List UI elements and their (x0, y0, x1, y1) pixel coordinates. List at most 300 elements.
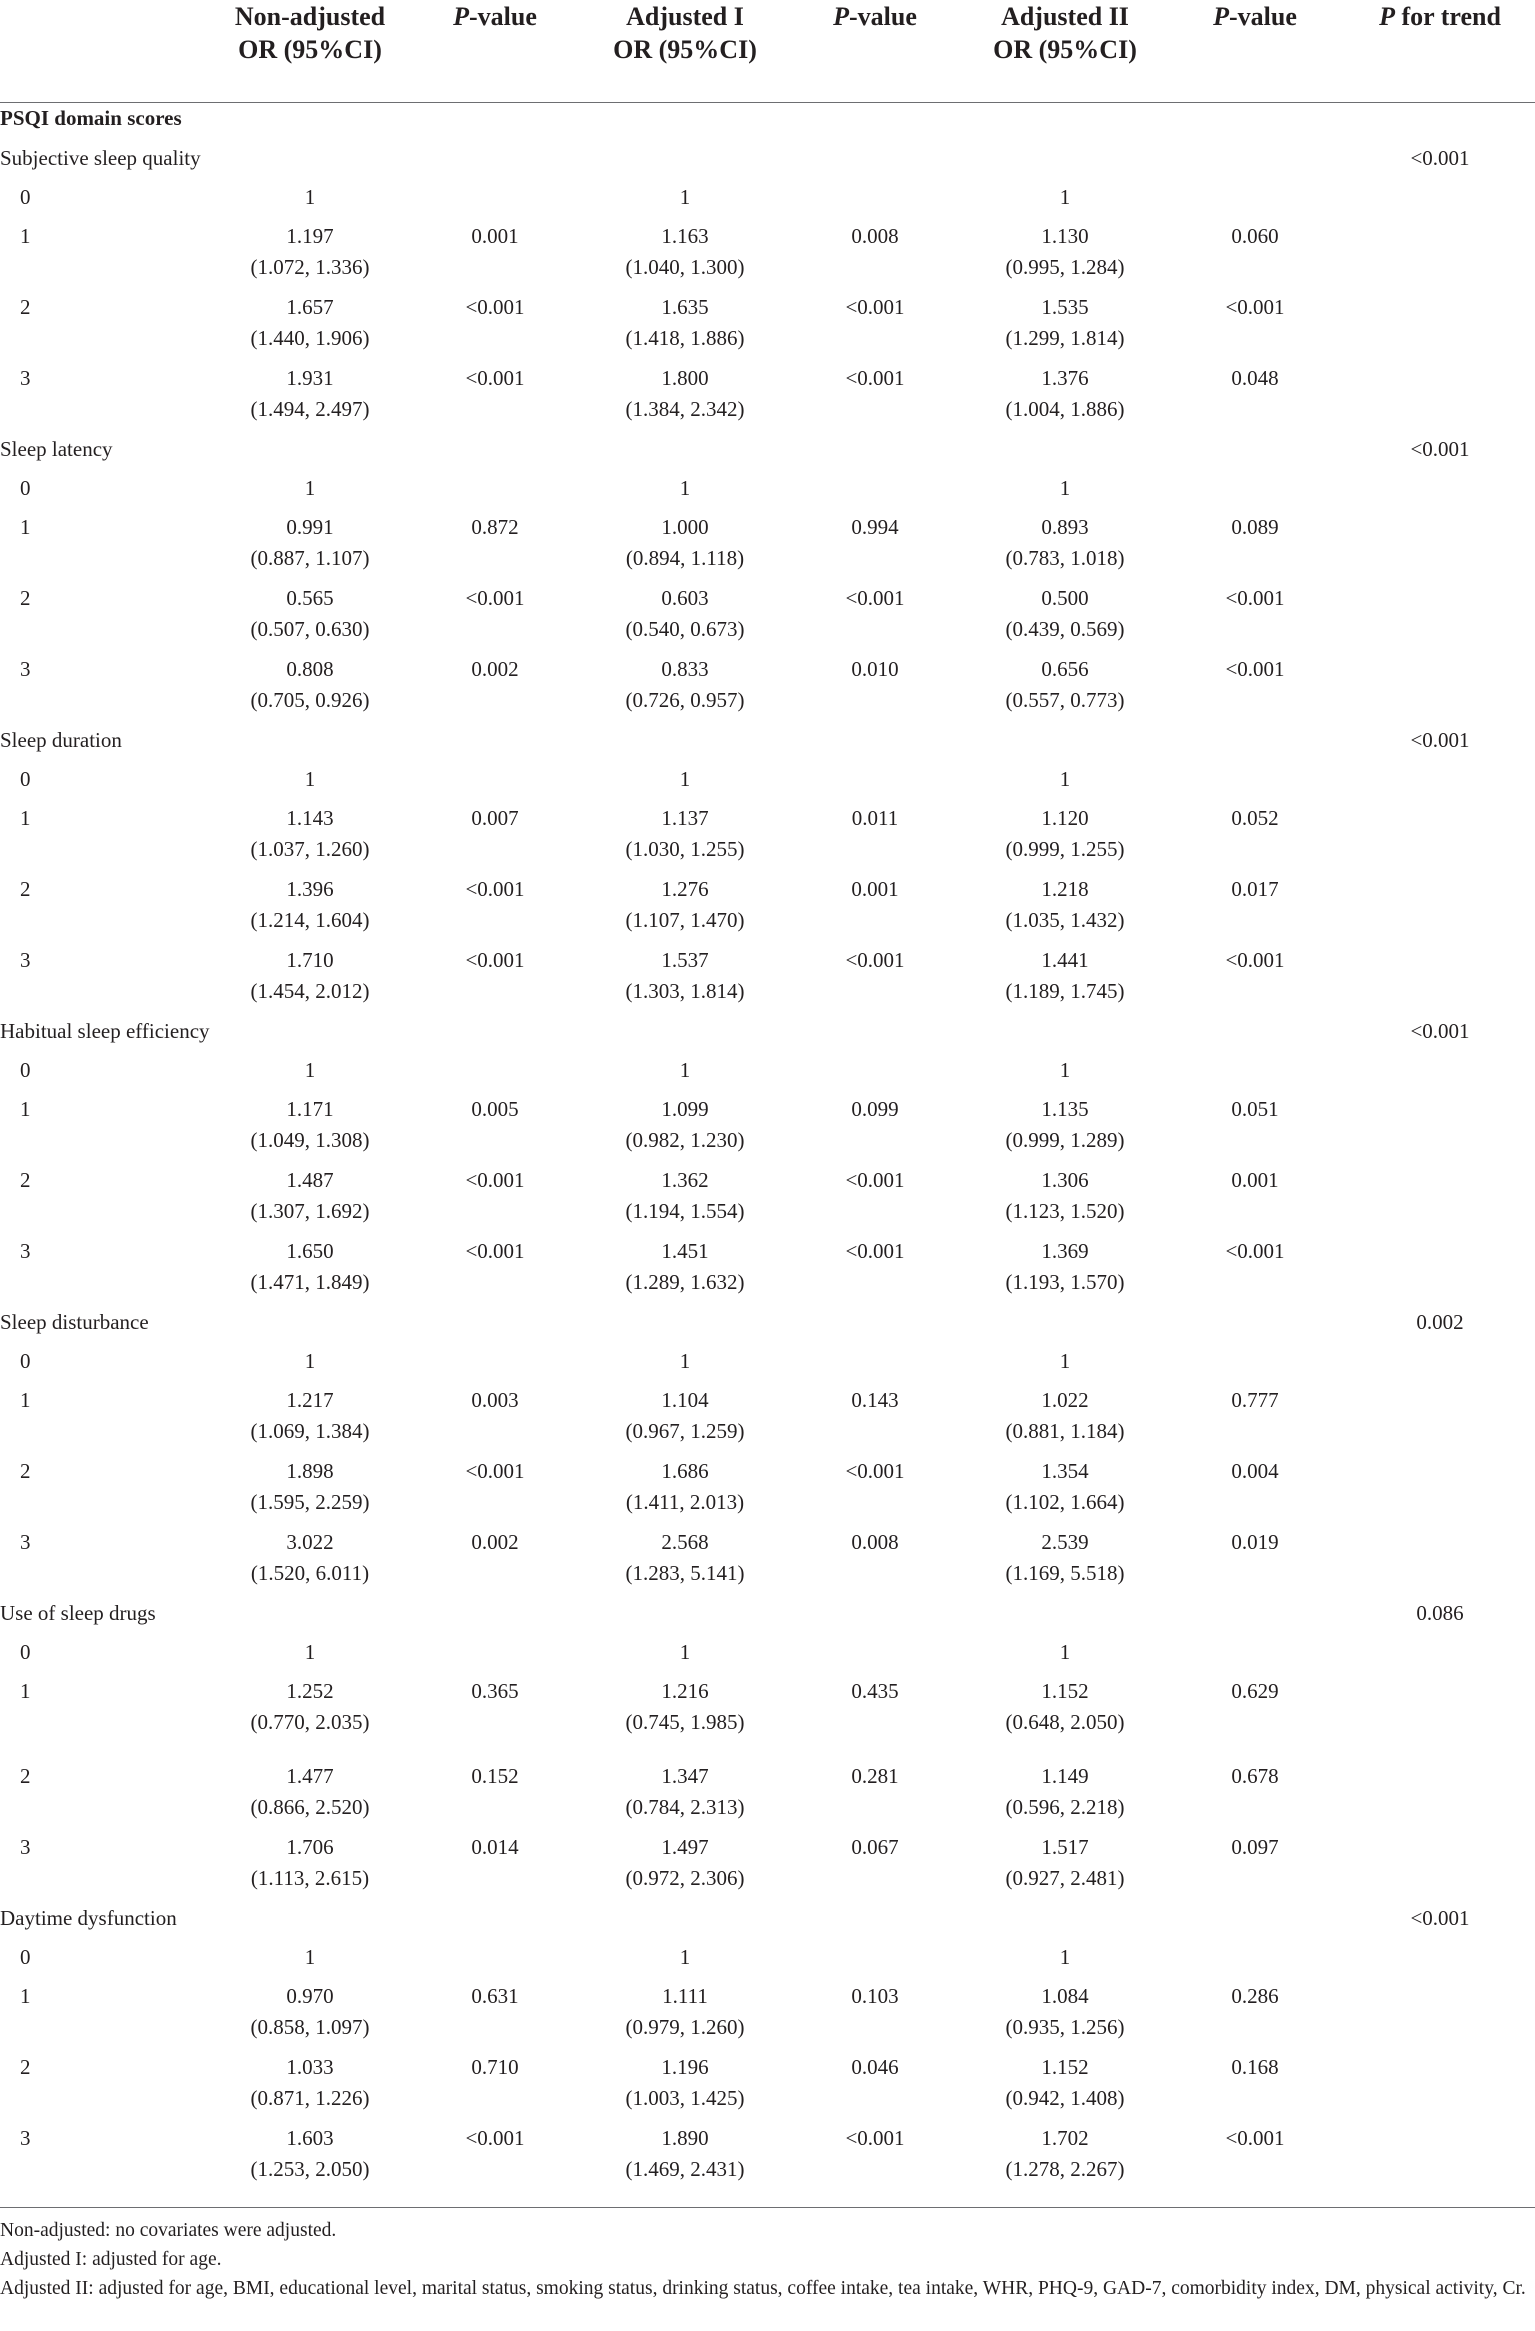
p-value-adjusted-1 (785, 1055, 965, 1094)
section-title: PSQI domain scores (0, 106, 182, 130)
ci-value: (1.411, 2.013) (625, 1490, 745, 1514)
or-cell-adjusted-2 (965, 1456, 1165, 1527)
or-cell-non-adjusted (215, 1456, 405, 1527)
or-cell-adjusted-1 (585, 1832, 785, 1903)
or-cell-adjusted-1 (585, 2052, 785, 2123)
or-value: 1.603 (286, 2126, 334, 2150)
or-cell-non-adjusted (215, 2123, 405, 2194)
ci-value: (1.303, 1.814) (625, 979, 745, 1003)
p-value-non-adjusted (405, 1942, 585, 1981)
or-cell-adjusted-2 (965, 1055, 1165, 1094)
level-row (0, 1055, 1535, 1094)
or-cell-adjusted-1 (585, 1055, 785, 1094)
level-row (0, 2123, 1535, 2194)
p-value-non-adjusted: 0.002 (471, 657, 519, 681)
p-value-non-adjusted (405, 1055, 585, 1094)
ci-value: (1.307, 1.692) (250, 1199, 370, 1223)
ci-value: (1.214, 1.604) (250, 908, 370, 932)
p-value-adjusted-2 (1165, 1346, 1345, 1385)
or-value: 0.970 (286, 1984, 334, 2008)
p-value-adjusted-2 (1165, 1637, 1345, 1676)
p-value-adjusted-2: 0.048 (1231, 366, 1279, 390)
p-value-adjusted-1 (785, 1942, 965, 1981)
level-label: 3 (20, 2126, 31, 2150)
p-value-non-adjusted: <0.001 (465, 2126, 525, 2150)
or-cell-adjusted-1 (585, 363, 785, 434)
or-cell-adjusted-2 (965, 1346, 1165, 1385)
level-row (0, 473, 1535, 512)
ci-value: (0.887, 1.107) (250, 546, 370, 570)
ci-value: (1.030, 1.255) (625, 837, 745, 861)
p-trend-empty (1345, 363, 1535, 434)
ci-value: (1.469, 2.431) (625, 2157, 745, 2181)
level-row (0, 764, 1535, 803)
or-value: 1.441 (1041, 948, 1089, 972)
header-adjusted-1-line1: Adjusted I (626, 2, 744, 31)
ci-value: (0.770, 2.035) (250, 1710, 370, 1734)
or-value: 1 (304, 185, 316, 209)
ci-value: (0.935, 1.256) (1005, 2015, 1125, 2039)
or-value: 1.702 (1041, 2126, 1089, 2150)
p-value-adjusted-1 (785, 1346, 965, 1385)
p-value-adjusted-1: 0.010 (851, 657, 899, 681)
or-value: 1 (1059, 1640, 1071, 1664)
ci-value: (0.648, 2.050) (1005, 1710, 1125, 1734)
or-cell-non-adjusted (215, 1527, 405, 1598)
level-row (0, 1527, 1535, 1598)
p-trend-empty (1345, 1761, 1535, 1832)
ci-value: (0.540, 0.673) (625, 617, 745, 641)
or-cell-adjusted-2 (965, 512, 1165, 583)
level-row (0, 654, 1535, 725)
domain-name: Daytime dysfunction (0, 1906, 177, 1930)
ci-value: (1.595, 2.259) (250, 1490, 370, 1514)
or-cell-adjusted-1 (585, 1456, 785, 1527)
or-cell-non-adjusted (215, 1236, 405, 1307)
ci-value: (0.557, 0.773) (1005, 688, 1125, 712)
ci-value: (1.035, 1.432) (1005, 908, 1125, 932)
ci-value: (1.069, 1.384) (250, 1419, 370, 1443)
or-value: 1.657 (286, 295, 334, 319)
p-value-adjusted-1 (785, 473, 965, 512)
p-value-adjusted-2: <0.001 (1225, 657, 1285, 681)
ci-value: (0.995, 1.284) (1005, 255, 1125, 279)
header-adjusted-2-line1: Adjusted II (1001, 2, 1129, 31)
domain-name: Use of sleep drugs (0, 1601, 156, 1625)
p-trend-empty (1345, 1385, 1535, 1456)
level-label: 0 (20, 1349, 31, 1373)
header-non-adjusted-line2: OR (95%CI) (238, 35, 382, 64)
or-value: 1 (304, 476, 316, 500)
or-cell-adjusted-1 (585, 1676, 785, 1761)
or-cell-adjusted-1 (585, 1981, 785, 2052)
p-value-non-adjusted: <0.001 (465, 1168, 525, 1192)
ci-value: (1.494, 2.497) (250, 397, 370, 421)
p-value-non-adjusted: 0.002 (471, 1530, 519, 1554)
or-value: 1.517 (1041, 1835, 1089, 1859)
or-value: 1.487 (286, 1168, 334, 1192)
ci-value: (1.123, 1.520) (1005, 1199, 1125, 1223)
p-value-adjusted-1: 0.001 (851, 877, 899, 901)
or-cell-non-adjusted (215, 512, 405, 583)
or-cell-adjusted-1 (585, 473, 785, 512)
p-trend-value: <0.001 (1410, 146, 1470, 170)
or-cell-non-adjusted (215, 803, 405, 874)
header-p-italic: P (1213, 2, 1229, 31)
level-row (0, 182, 1535, 221)
ci-value: (1.418, 1.886) (625, 326, 745, 350)
or-value: 1.120 (1041, 806, 1089, 830)
or-value: 1.898 (286, 1459, 334, 1483)
ci-value: (0.982, 1.230) (625, 1128, 745, 1152)
ci-value: (1.454, 2.012) (250, 979, 370, 1003)
or-value: 1 (1059, 1058, 1071, 1082)
p-value-adjusted-2 (1165, 473, 1345, 512)
or-value: 0.565 (286, 586, 334, 610)
p-value-adjusted-1: 0.067 (851, 1835, 899, 1859)
p-value-non-adjusted (405, 473, 585, 512)
domain-name: Sleep duration (0, 728, 122, 752)
ci-value: (0.858, 1.097) (250, 2015, 370, 2039)
or-value: 1.143 (286, 806, 334, 830)
level-row (0, 1236, 1535, 1307)
or-cell-adjusted-2 (965, 2052, 1165, 2123)
level-row (0, 1346, 1535, 1385)
p-trend-empty (1345, 1094, 1535, 1165)
or-value: 1.537 (661, 948, 709, 972)
p-trend-empty (1345, 473, 1535, 512)
domain-row (0, 1598, 1535, 1637)
or-cell-adjusted-1 (585, 512, 785, 583)
p-value-non-adjusted: 0.001 (471, 224, 519, 248)
p-value-non-adjusted: <0.001 (465, 948, 525, 972)
or-cell-adjusted-1 (585, 182, 785, 221)
level-label: 3 (20, 366, 31, 390)
p-trend-empty (1345, 874, 1535, 945)
p-value-adjusted-1: 0.008 (851, 1530, 899, 1554)
or-value: 1 (1059, 767, 1071, 791)
level-label: 1 (20, 1097, 31, 1121)
level-row (0, 2052, 1535, 2123)
p-trend-value: 0.002 (1416, 1310, 1464, 1334)
or-cell-adjusted-1 (585, 945, 785, 1016)
or-cell-non-adjusted (215, 764, 405, 803)
or-value: 1.706 (286, 1835, 334, 1859)
or-cell-non-adjusted (215, 1761, 405, 1832)
or-value: 1.163 (661, 224, 709, 248)
or-value: 1.218 (1041, 877, 1089, 901)
ci-value: (1.440, 1.906) (250, 326, 370, 350)
p-trend-empty (1345, 1676, 1535, 1761)
p-value-adjusted-1: <0.001 (845, 366, 905, 390)
header-p-value-1 (405, 0, 585, 103)
p-value-adjusted-2: 0.004 (1231, 1459, 1279, 1483)
p-value-adjusted-2 (1165, 182, 1345, 221)
p-trend-empty (1345, 583, 1535, 654)
or-value: 2.539 (1041, 1530, 1089, 1554)
p-value-adjusted-2: 0.286 (1231, 1984, 1279, 2008)
level-label: 0 (20, 767, 31, 791)
ci-value: (1.194, 1.554) (625, 1199, 745, 1223)
or-cell-non-adjusted (215, 1165, 405, 1236)
p-value-adjusted-1: 0.011 (851, 806, 899, 830)
level-label: 1 (20, 1679, 31, 1703)
domain-name: Habitual sleep efficiency (0, 1019, 210, 1043)
or-value: 1.152 (1041, 2055, 1089, 2079)
or-cell-adjusted-2 (965, 583, 1165, 654)
p-trend-empty (1345, 803, 1535, 874)
or-value: 1.396 (286, 877, 334, 901)
section-row (0, 103, 1535, 144)
p-value-adjusted-2: 0.629 (1231, 1679, 1279, 1703)
level-row (0, 1676, 1535, 1761)
or-cell-non-adjusted (215, 654, 405, 725)
or-cell-non-adjusted (215, 1055, 405, 1094)
or-cell-adjusted-2 (965, 654, 1165, 725)
or-value: 0.500 (1041, 586, 1089, 610)
or-cell-non-adjusted (215, 1981, 405, 2052)
or-value: 1.369 (1041, 1239, 1089, 1263)
or-value: 1 (304, 1640, 316, 1664)
or-value: 1.104 (661, 1388, 709, 1412)
or-value: 1.216 (661, 1679, 709, 1703)
level-row (0, 1165, 1535, 1236)
or-value: 1 (304, 767, 316, 791)
or-cell-adjusted-2 (965, 182, 1165, 221)
or-value: 1.135 (1041, 1097, 1089, 1121)
ci-value: (0.972, 2.306) (625, 1866, 745, 1890)
or-value: 1 (679, 1058, 691, 1082)
or-value: 1.252 (286, 1679, 334, 1703)
or-cell-adjusted-2 (965, 1637, 1165, 1676)
level-label: 2 (20, 1168, 31, 1192)
level-label: 2 (20, 1764, 31, 1788)
level-row (0, 583, 1535, 654)
ci-value: (0.745, 1.985) (625, 1710, 745, 1734)
level-row (0, 1456, 1535, 1527)
p-value-non-adjusted (405, 1637, 585, 1676)
ci-value: (1.253, 2.050) (250, 2157, 370, 2181)
or-value: 1.217 (286, 1388, 334, 1412)
p-value-non-adjusted: 0.872 (471, 515, 519, 539)
p-value-adjusted-1: 0.143 (851, 1388, 899, 1412)
ci-value: (0.881, 1.184) (1005, 1419, 1125, 1443)
or-cell-adjusted-1 (585, 874, 785, 945)
p-value-non-adjusted: 0.007 (471, 806, 519, 830)
or-cell-adjusted-2 (965, 874, 1165, 945)
or-cell-adjusted-2 (965, 764, 1165, 803)
ci-value: (0.784, 2.313) (625, 1795, 745, 1819)
or-cell-adjusted-1 (585, 1165, 785, 1236)
p-value-adjusted-1: 0.099 (851, 1097, 899, 1121)
or-cell-adjusted-1 (585, 221, 785, 292)
level-label: 2 (20, 2055, 31, 2079)
level-label: 2 (20, 877, 31, 901)
or-value: 3.022 (286, 1530, 334, 1554)
or-cell-adjusted-2 (965, 363, 1165, 434)
or-cell-adjusted-1 (585, 1527, 785, 1598)
or-value: 1.347 (661, 1764, 709, 1788)
p-value-adjusted-2 (1165, 764, 1345, 803)
p-trend-empty (1345, 182, 1535, 221)
p-value-non-adjusted: 0.014 (471, 1835, 519, 1859)
level-row (0, 1094, 1535, 1165)
or-value: 0.991 (286, 515, 334, 539)
p-value-adjusted-1: 0.435 (851, 1679, 899, 1703)
p-value-non-adjusted: <0.001 (465, 295, 525, 319)
or-value: 1.152 (1041, 1679, 1089, 1703)
p-value-non-adjusted (405, 1346, 585, 1385)
or-cell-adjusted-1 (585, 2123, 785, 2194)
or-value: 0.603 (661, 586, 709, 610)
domain-row (0, 1016, 1535, 1055)
p-trend-empty (1345, 1456, 1535, 1527)
or-value: 1.362 (661, 1168, 709, 1192)
p-value-non-adjusted: 0.005 (471, 1097, 519, 1121)
p-value-adjusted-2: <0.001 (1225, 1239, 1285, 1263)
p-trend-value: 0.086 (1416, 1601, 1464, 1625)
ci-value: (1.169, 5.518) (1005, 1561, 1125, 1585)
p-trend-empty (1345, 1981, 1535, 2052)
or-cell-adjusted-2 (965, 1942, 1165, 1981)
p-trend-empty (1345, 1527, 1535, 1598)
p-value-non-adjusted (405, 764, 585, 803)
ci-value: (1.471, 1.849) (250, 1270, 370, 1294)
or-value: 1.535 (1041, 295, 1089, 319)
or-cell-adjusted-2 (965, 1385, 1165, 1456)
ci-value: (1.520, 6.011) (250, 1561, 370, 1585)
or-value: 1.497 (661, 1835, 709, 1859)
p-value-adjusted-1 (785, 1637, 965, 1676)
p-value-adjusted-2: <0.001 (1225, 2126, 1285, 2150)
p-value-adjusted-2: <0.001 (1225, 295, 1285, 319)
or-cell-adjusted-2 (965, 803, 1165, 874)
p-value-adjusted-1: 0.008 (851, 224, 899, 248)
level-label: 3 (20, 1835, 31, 1859)
or-value: 1.084 (1041, 1984, 1089, 2008)
p-value-adjusted-2: 0.060 (1231, 224, 1279, 248)
level-row (0, 803, 1535, 874)
or-cell-non-adjusted (215, 1385, 405, 1456)
or-value: 0.893 (1041, 515, 1089, 539)
p-value-non-adjusted: 0.365 (471, 1679, 519, 1703)
header-p-rest: -value (469, 2, 537, 31)
ci-value: (1.283, 5.141) (625, 1561, 745, 1585)
p-value-adjusted-2: 0.097 (1231, 1835, 1279, 1859)
p-value-non-adjusted: <0.001 (465, 877, 525, 901)
p-value-non-adjusted: 0.003 (471, 1388, 519, 1412)
ci-value: (1.003, 1.425) (625, 2086, 745, 2110)
p-value-adjusted-1: 0.994 (851, 515, 899, 539)
p-trend-empty (1345, 292, 1535, 363)
header-p-trend-rest: for trend (1394, 2, 1501, 31)
or-value: 1.197 (286, 224, 334, 248)
or-cell-non-adjusted (215, 1832, 405, 1903)
p-trend-empty (1345, 1346, 1535, 1385)
p-value-adjusted-2: 0.678 (1231, 1764, 1279, 1788)
or-value: 1.376 (1041, 366, 1089, 390)
p-value-adjusted-1: <0.001 (845, 948, 905, 972)
or-cell-adjusted-1 (585, 292, 785, 363)
or-value: 1.276 (661, 877, 709, 901)
ci-value: (0.871, 1.226) (250, 2086, 370, 2110)
or-value: 1.686 (661, 1459, 709, 1483)
footnote-non-adjusted: Non-adjusted: no covariates were adjusted. (0, 2220, 337, 2241)
or-cell-adjusted-2 (965, 1761, 1165, 1832)
p-value-adjusted-2: 0.168 (1231, 2055, 1279, 2079)
header-p-value-3 (1165, 0, 1345, 103)
or-value: 1.650 (286, 1239, 334, 1263)
level-label: 0 (20, 1640, 31, 1664)
ci-value: (0.894, 1.118) (625, 546, 745, 570)
or-cell-non-adjusted (215, 221, 405, 292)
ci-value: (0.967, 1.259) (625, 1419, 745, 1443)
p-value-adjusted-2 (1165, 1055, 1345, 1094)
or-cell-non-adjusted (215, 1942, 405, 1981)
domain-row (0, 143, 1535, 182)
footnote-adjusted-1: Adjusted I: adjusted for age. (0, 2249, 222, 2270)
p-value-adjusted-1: 0.046 (851, 2055, 899, 2079)
or-cell-adjusted-2 (965, 473, 1165, 512)
p-value-non-adjusted: <0.001 (465, 366, 525, 390)
p-trend-empty (1345, 2052, 1535, 2123)
or-cell-adjusted-1 (585, 1094, 785, 1165)
or-cell-adjusted-1 (585, 803, 785, 874)
ci-value: (0.866, 2.520) (250, 1795, 370, 1819)
level-label: 3 (20, 1239, 31, 1263)
level-label: 3 (20, 1530, 31, 1554)
level-label: 1 (20, 224, 31, 248)
p-trend-empty (1345, 221, 1535, 292)
header-p-trend (1345, 0, 1535, 103)
level-label: 2 (20, 586, 31, 610)
ci-value: (1.278, 2.267) (1005, 2157, 1125, 2181)
level-label: 2 (20, 1459, 31, 1483)
or-cell-non-adjusted (215, 1094, 405, 1165)
header-p-italic: P (833, 2, 849, 31)
p-value-adjusted-1: 0.103 (851, 1984, 899, 2008)
or-cell-non-adjusted (215, 182, 405, 221)
p-value-adjusted-1: <0.001 (845, 1168, 905, 1192)
or-value: 1 (1059, 185, 1071, 209)
ci-value: (1.004, 1.886) (1005, 397, 1125, 421)
p-trend-empty (1345, 1236, 1535, 1307)
or-value: 1 (1059, 1349, 1071, 1373)
or-value: 1 (679, 1945, 691, 1969)
or-value: 1.196 (661, 2055, 709, 2079)
level-row (0, 221, 1535, 292)
ci-value: (1.189, 1.745) (1005, 979, 1125, 1003)
level-row (0, 1832, 1535, 1903)
header-adjusted-1 (585, 0, 785, 103)
header-p-value-2 (785, 0, 965, 103)
or-value: 0.808 (286, 657, 334, 681)
p-value-adjusted-1 (785, 182, 965, 221)
p-value-adjusted-1 (785, 764, 965, 803)
or-value: 1 (679, 767, 691, 791)
p-value-adjusted-2: 0.051 (1231, 1097, 1279, 1121)
or-cell-adjusted-1 (585, 1236, 785, 1307)
ci-value: (1.040, 1.300) (625, 255, 745, 279)
ci-value: (0.596, 2.218) (1005, 1795, 1125, 1819)
domain-row (0, 434, 1535, 473)
ci-value: (1.113, 2.615) (250, 1866, 370, 1890)
or-value: 1.890 (661, 2126, 709, 2150)
ci-value: (0.999, 1.255) (1005, 837, 1125, 861)
ci-value: (0.705, 0.926) (250, 688, 370, 712)
or-value: 1.451 (661, 1239, 709, 1263)
or-value: 1 (679, 476, 691, 500)
